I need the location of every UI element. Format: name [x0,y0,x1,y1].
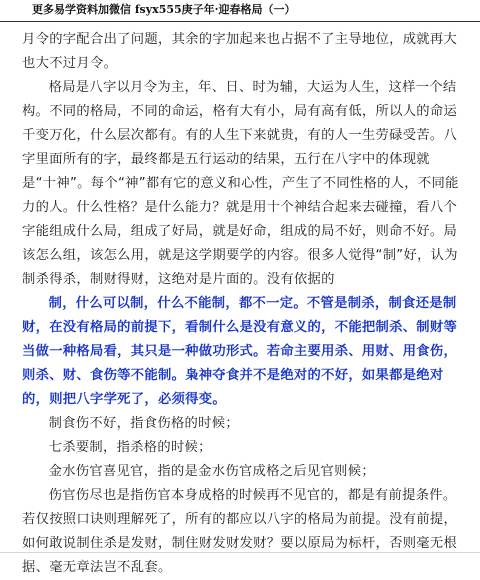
paragraph-emphasis: 制，什么可以制，什么不能制，都不一定。不管是制杀，制食还是制财，在没有格局的前提下，看制什么是没有意义的，不能把制杀、制财等当做一种格局看，其只是一种做功形式。若命主要用杀、用财、用食伤，则杀、财、食伤等不能制。枭神夺食并不是绝对的不好，如果都是绝对的，则把八字学死了，必须得变。 [22,296,458,407]
paragraph-jinshui: 金水伤官喜见官，指的是金水伤官成格之后见官则候； [48,464,375,479]
paragraph-continuation: 月令的字配合出了问题，其余的字加起来也占据不了主导地位，成就再大也大不过月令。 [22,32,458,71]
paragraph-shangguan: 伤官伤尽也是指伤官本身成格的时候再不见官的，都是有前提条件。若仅按照口诀则理解死了，所有的都应以八字的格局为前提。没有前提，如何敢说制住杀是发财，制住财发财发财？要以原局为标杆，否则毫无根据、毫无章法岂不乱套。 [22,488,458,575]
paragraph-qisha: 七杀要制，指杀格的时候； [48,440,212,455]
document-body [22,28,464,580]
paragraph-zhi-shishang: 制食伤不好，指食伤格的时候； [48,416,239,431]
paragraph-geju: 格局是八字以月令为主，年、日、时为辅，大运为人生，这样一个结构。不同的格局，不同的命运，格有大有小，局有高有低，所以人的命运千变万化，什么层次都有。有的人生下来就贵，有的人一生劳碌受苦。八字里面所有的字，最终都是五行运动的结果，五行在八字中的体现就是“十神”。每个“神”都有它的意义和心性，产生了不同性格的人，不同能力的人。什么性格？是什么能力？就是用十个神结合起来去碰撞，看八个字能组成什么局，组成了好局，就是好命，组成的局不好，则命不好。局该怎么组，该怎么用，就是这学期要学的内容。很多人觉得“制”好，认为制杀得杀，制财得财，这绝对是片面的。没有依据的 [22,80,459,287]
page-header: 更多易学资料加微信 fsyx555庚子年·迎春格局（一） [0,0,480,22]
